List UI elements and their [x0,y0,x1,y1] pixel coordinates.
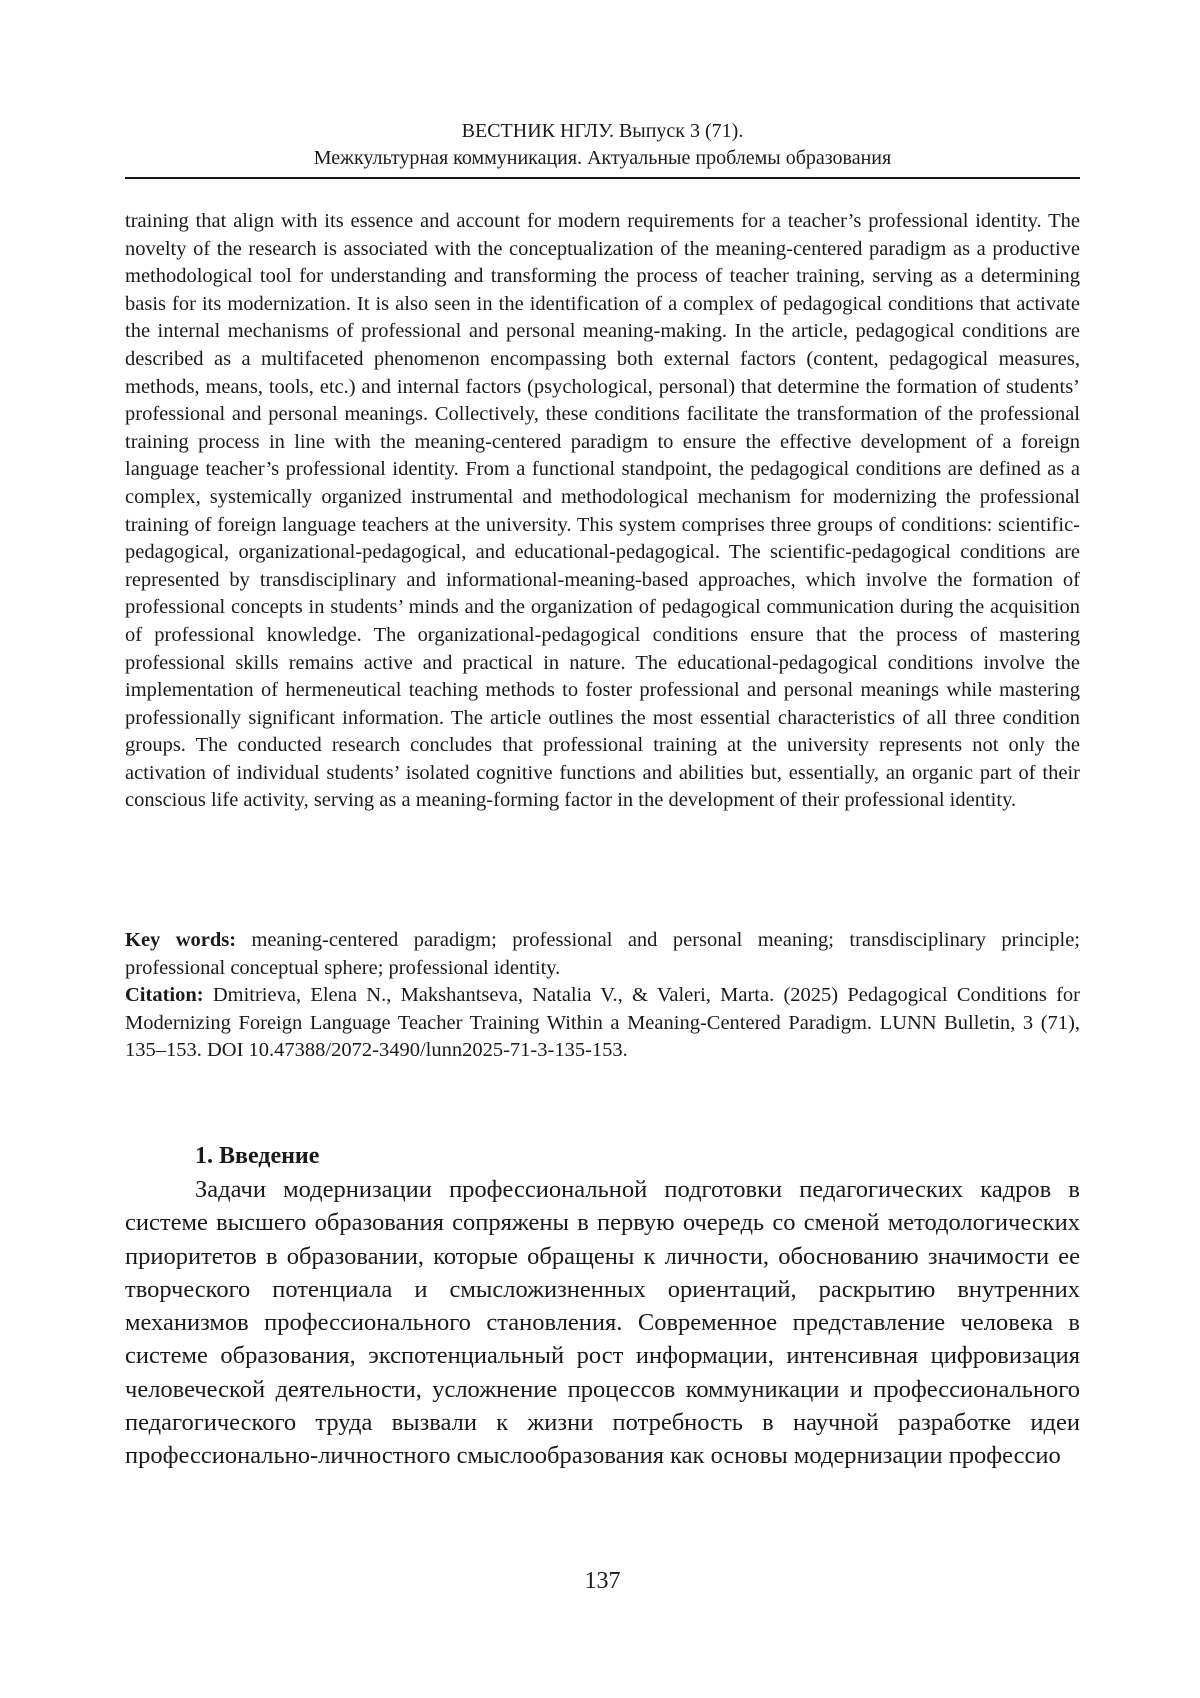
citation-paragraph [125,982,1080,1065]
journal-title-line: ВЕСТНИК НГЛУ. Выпуск 3 (71). [461,120,744,142]
introduction-paragraph: Задачи модернизации профессиональной подготовки педагогических кадров в системе высшего образования сопряжены в первую очередь со сменой методологических приоритетов в образовании, которые обращены к личности, обоснованию значимости ее творческого потенциала и смысложизненных ориентаций, раскрытию внутренних механизмов профессионального становления. Современное представление человека в системе образования, экспотенциальный рост информации, интенсивная цифровизация человеческой деятельности, усложнение процессов коммуникации и профессионального педагогического труда вызвали к жизни потребность в научной разработке идеи профессионально-личностного смыслообразования как основы модернизации профессио [125,1176,1080,1470]
citation-label: Citation: [125,984,204,1006]
citation-text: Dmitrieva, Elena N., Makshantseva, Natalia V., & Valeri, Marta. (2025) Pedagogical Conditions for Modernizing Foreign Language Teacher Training Within a Meaning-Centered Paradigm. LUNN Bulletin, 3 (71), 135–153. DOI 10.47388/2072-3490/lunn2025-71-3-135-153. [125,984,1080,1062]
running-header [125,118,1080,172]
section-heading: 1. Введение [195,1143,320,1169]
abstract-paragraph: training that align with its essence and account for modern requirements for a teacher’s professional identity. The novelty of the research is associated with the conceptualization of the meaning-centered paradigm as a productive methodological tool for understanding and transforming the process of teacher training, serving as a determining basis for its modernization. It is also seen in the identification of a complex of pedagogical conditions that activate the internal mechanisms of professional and personal meaning-making. In the article, pedagogical conditions are described as a multifaceted phenomenon encompassing both external factors (content, pedagogical measures, methods, means, tools, etc.) and internal factors (psychological, personal) that determine the formation of students’ professional and personal meanings. Collectively, these conditions facilitate the transformation of the professional training process in line with the meaning-centered paradigm to ensure the effective development of a foreign language teacher’s professional identity. From a functional standpoint, the pedagogical conditions are defined as a complex, systemically organized instrumental and methodological mechanism for modernizing the professional training of foreign language teachers at the university. This system comprises three groups of conditions: scientific-pedagogical, organizational-pedagogical, and educational-pedagogical. The scientific-pedagogical conditions are represented by transdisciplinary and informational-meaning-based approaches, which involve the formation of professional concepts in students’ minds and the organization of pedagogical communication during the acquisition of professional knowledge. The organizational-pedagogical conditions ensure that the process of mastering professional skills remains active and practical in nature. The educational-pedagogical conditions involve the implementation of hermeneutical teaching methods to foster professional and personal meanings while mastering professionally significant information. The article outlines the most essential characteristics of all three condition groups. The conducted research concludes that professional training at the university represents not only the activation of individual students’ isolated cognitive functions and abilities but, essentially, an organic part of their conscious life activity, serving as a meaning-forming factor in the development of their professional identity. [125,210,1080,812]
keywords-paragraph [125,927,1080,982]
page-number: 137 [584,1568,621,1594]
journal-subtitle-line: Межкультурная коммуникация. Актуальные проблемы образования [313,147,892,169]
keywords-text: meaning-centered paradigm; professional and personal meaning; transdisciplinary principle; professional conceptual sphere; professional identity. [125,929,1080,979]
keywords-label: Key words: [125,929,237,951]
header-divider [125,177,1080,179]
